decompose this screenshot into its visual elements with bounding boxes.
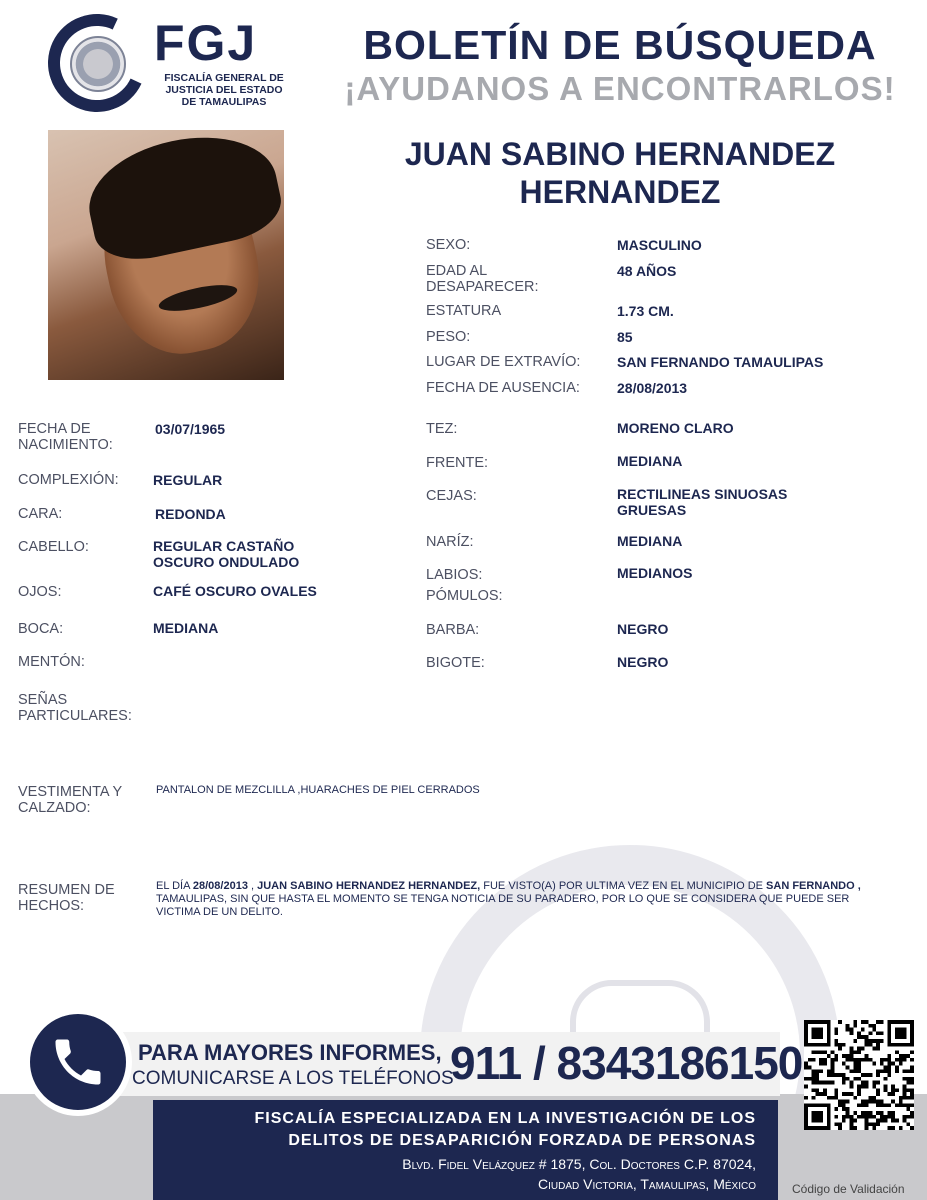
- field-value-edad: 48 AÑOS: [617, 263, 677, 279]
- field-value-frente: MEDIANA: [617, 453, 683, 469]
- field-label-complexion: COMPLEXIÓN:: [18, 472, 119, 488]
- field-value-peso: 85: [617, 329, 633, 345]
- field-label-peso: PESO:: [426, 329, 471, 345]
- logo-subtitle: FISCALÍA GENERAL DE JUSTICIA DEL ESTADO DE TAMAULIPAS: [164, 72, 284, 108]
- field-value-estatura: 1.73 CM.: [617, 303, 674, 319]
- field-label-labios: LABIOS:: [426, 567, 483, 583]
- field-label-edad: EDAD AL DESAPARECER:: [426, 263, 539, 295]
- field-label-nariz: NARÍZ:: [426, 534, 474, 550]
- field-label-fecha-ausencia: FECHA DE AUSENCIA:: [426, 380, 580, 396]
- field-label-pomulos: PÓMULOS:: [426, 588, 503, 604]
- field-label-menton: MENTÓN:: [18, 654, 85, 670]
- field-value-nacimiento: 03/07/1965: [155, 421, 226, 437]
- field-label-cara: CARA:: [18, 506, 63, 522]
- field-value-cabello: REGULAR CASTAÑO OSCURO ONDULADO: [153, 538, 300, 570]
- field-value-resumen: EL DÍA 28/08/2013 , JUAN SABINO HERNANDEZ HERNANDEZ, FUE VISTO(A) POR ULTIMA VEZ EN EL MUNICIPIO DE SAN FERNANDO , TAMAULIPAS, SIN QUE HASTA EL MOMENTO SE TENGA NOTICIA DE SU PARADERO, POR LO QUE SE CONSIDERA QUE PUEDE SER VICTIMA DE UN DELITO.: [156, 880, 861, 918]
- field-value-bigote: NEGRO: [617, 654, 669, 670]
- field-value-tez: MORENO CLARO: [617, 420, 734, 436]
- fiscalia-name-line1: FISCALÍA ESPECIALIZADA EN LA INVESTIGACIÓN DE LOS: [254, 1110, 756, 1127]
- field-value-barba: NEGRO: [617, 621, 669, 637]
- field-label-sexo: SEXO:: [426, 237, 471, 253]
- field-label-cejas: CEJAS:: [426, 488, 477, 504]
- field-label-barba: BARBA:: [426, 622, 480, 638]
- field-label-senas: SEÑAS PARTICULARES:: [18, 692, 132, 724]
- person-name: JUAN SABINO HERNANDEZ HERNANDEZ: [404, 136, 836, 210]
- field-label-frente: FRENTE:: [426, 455, 489, 471]
- field-label-bigote: BIGOTE:: [426, 655, 485, 671]
- field-label-resumen: RESUMEN DE HECHOS:: [18, 882, 115, 914]
- page-title: BOLETÍN DE BÚSQUEDA: [363, 22, 877, 68]
- field-value-cara: REDONDA: [155, 506, 226, 522]
- field-value-nariz: MEDIANA: [617, 533, 683, 549]
- fiscalia-box: [153, 1100, 778, 1200]
- logo-abbr: FGJ: [154, 15, 258, 71]
- field-value-vestimenta: PANTALON DE MEZCLILLA ,HUARACHES DE PIEL CERRADOS: [156, 784, 480, 796]
- field-value-ojos: CAFÉ OSCURO OVALES: [153, 583, 317, 599]
- field-label-estatura: ESTATURA: [426, 303, 502, 319]
- field-value-lugar: SAN FERNANDO TAMAULIPAS: [617, 354, 824, 370]
- qr-code-icon[interactable]: [804, 1020, 914, 1130]
- field-value-complexion: REGULAR: [153, 472, 223, 488]
- field-label-cabello: CABELLO:: [18, 539, 89, 555]
- address-line1: Blvd. Fidel Velázquez # 1875, Col. Doctores C.P. 87024,: [402, 1156, 756, 1172]
- field-value-boca: MEDIANA: [153, 620, 219, 636]
- field-value-cejas: RECTILINEAS SINUOSAS GRUESAS: [617, 486, 788, 518]
- fgj-logo: [48, 14, 298, 114]
- address-line2: Ciudad Victoria, Tamaulipas, México: [538, 1176, 756, 1192]
- field-label-boca: BOCA:: [18, 621, 64, 637]
- phone-icon: [24, 1008, 132, 1116]
- field-label-tez: TEZ:: [426, 421, 458, 437]
- more-info-label: PARA MAYORES INFORMES,: [138, 1040, 442, 1065]
- phone-number[interactable]: 911 / 8343186150: [450, 1037, 803, 1089]
- field-value-sexo: MASCULINO: [617, 237, 702, 253]
- page-subtitle: ¡AYUDANOS A ENCONTRARLOS!: [344, 70, 896, 107]
- fiscalia-name-line2: DELITOS DE DESAPARICIÓN FORZADA DE PERSONAS: [288, 1132, 756, 1149]
- field-value-labios: MEDIANOS: [617, 565, 693, 581]
- state-seal-icon: [70, 36, 126, 92]
- field-value-fecha-ausencia: 28/08/2013: [617, 380, 688, 396]
- field-label-vestimenta: VESTIMENTA Y CALZADO:: [18, 784, 122, 816]
- field-label-ojos: OJOS:: [18, 584, 62, 600]
- validation-code-label: Código de Validación: [792, 1182, 905, 1196]
- contact-label: COMUNICARSE A LOS TELÉFONOS: [132, 1068, 454, 1089]
- field-label-lugar: LUGAR DE EXTRAVÍO:: [426, 354, 581, 370]
- person-photo: [48, 130, 284, 380]
- field-label-nacimiento: FECHA DE NACIMIENTO:: [18, 421, 113, 453]
